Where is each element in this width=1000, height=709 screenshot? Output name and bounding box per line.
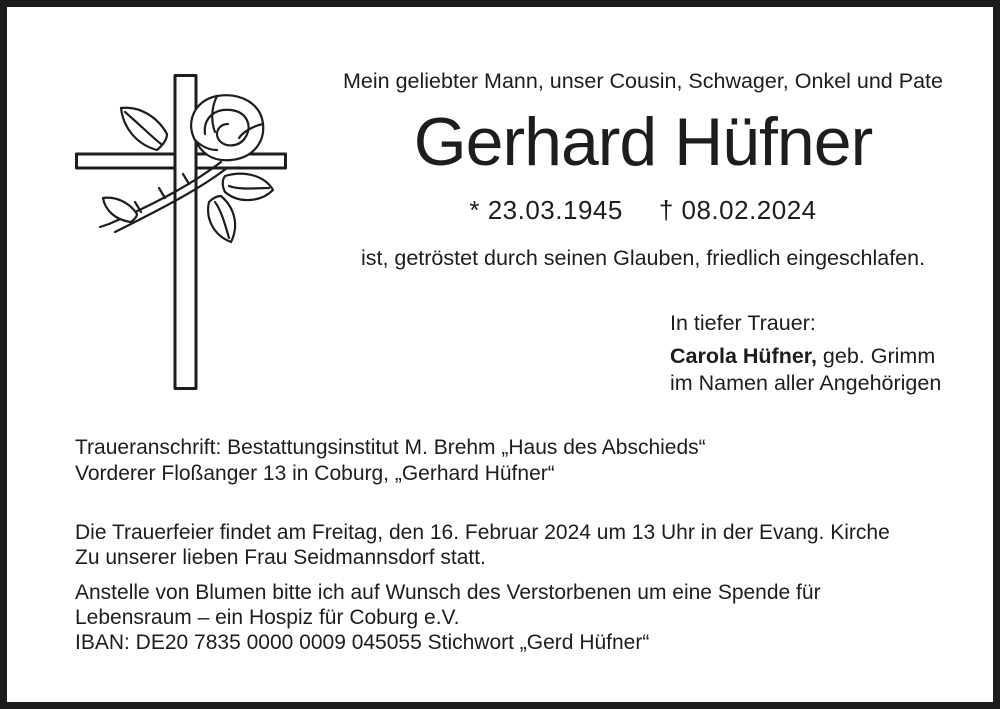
deceased-name: Gerhard Hüfner (413, 104, 873, 180)
donation-line2: Lebensraum – ein Hospiz für Coburg e.V. (75, 606, 460, 629)
address-line2: Vorderer Floßanger 13 in Coburg, „Gerhard Hüfner“ (75, 462, 555, 485)
funeral-service-block (75, 520, 890, 570)
mourner-name-suffix: geb. Grimm (816, 344, 936, 368)
mourners-heading: In tiefer Trauer: (670, 311, 816, 335)
mourner-name: Carola Hüfner, (670, 344, 817, 368)
mourners-block (670, 310, 941, 397)
mourners-line2: im Namen aller Angehörigen (670, 371, 942, 395)
death-date: † 08.02.2024 (658, 195, 817, 225)
life-dates (299, 197, 987, 223)
cross-rose-icon (75, 74, 287, 390)
condolence-address-block (75, 435, 706, 487)
address-line1: Traueranschrift: Bestattungsinstitut M. Brehm „Haus des Abschieds“ (75, 436, 706, 459)
mourner-name-line (670, 343, 941, 370)
birth-date: * 23.03.1945 (469, 195, 623, 225)
service-line1: Die Trauerfeier findet am Freitag, den 16. Februar 2024 um 13 Uhr in der Evang. Kirche (75, 521, 890, 544)
donation-iban-line: IBAN: DE20 7835 0000 0009 045055 Stichwort „Gerd Hüfner“ (75, 631, 650, 654)
intro-line: Mein geliebter Mann, unser Cousin, Schwager, Onkel und Pate (343, 69, 943, 93)
service-line2: Zu unserer lieben Frau Seidmannsdorf statt. (75, 546, 486, 569)
donation-line1: Anstelle von Blumen bitte ich auf Wunsch des Verstorbenen um eine Spende für (75, 581, 821, 604)
closing-line: ist, getröstet durch seinen Glauben, friedlich eingeschlafen. (360, 246, 926, 270)
donation-block (75, 580, 821, 655)
